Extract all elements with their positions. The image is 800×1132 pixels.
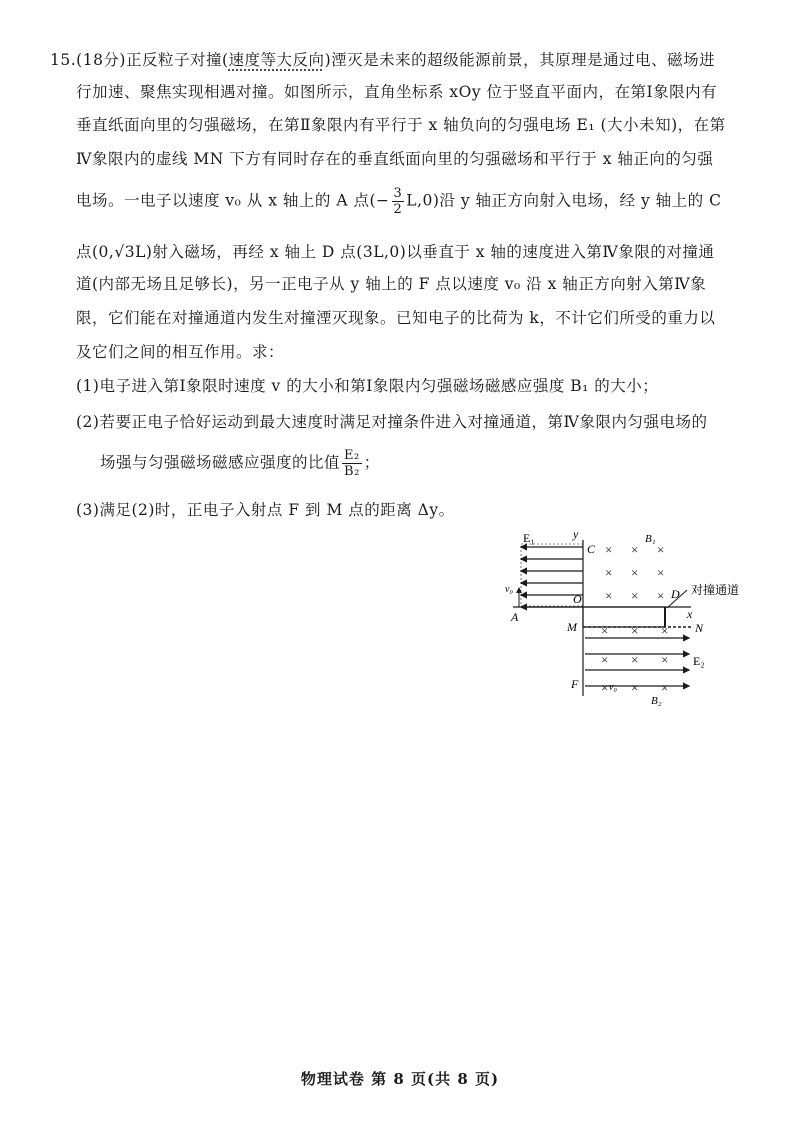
svg-text:×: × <box>631 565 639 580</box>
question-3: (3)满足(2)时，正电子入射点 F 到 M 点的距离 Δy。 <box>76 501 455 519</box>
svg-text:×: × <box>601 623 609 638</box>
problem-line-7: 道(内部无场且足够长)，另一正电子从 y 轴上的 F 点以速度 v₀ 沿 x 轴正方向射入第Ⅳ象 <box>76 275 707 293</box>
label-a: A <box>511 610 519 624</box>
b1-crosses <box>605 542 664 603</box>
problem-line-9: 及它们之间的相互作用。求： <box>76 343 285 361</box>
problem-score: (18分) <box>76 51 126 69</box>
svg-text:×: × <box>657 542 665 557</box>
svg-text:×: × <box>661 652 669 667</box>
label-f: F <box>571 677 579 691</box>
problem-line-8: 限，它们能在对撞通道内发生对撞湮灭现象。已知电子的比荷为 k，不计它们所受的重力以 <box>76 309 716 327</box>
physics-figure <box>505 528 765 708</box>
label-e2: E₂ <box>693 654 705 668</box>
label-v0-left: v₀ <box>505 584 513 595</box>
label-channel: 对撞通道 <box>691 583 740 597</box>
question-1: (1)电子进入第Ⅰ象限时速度 v 的大小和第Ⅰ象限内匀强磁场磁感应强度 B₁ 的大小； <box>76 377 659 395</box>
problem-line-4: Ⅳ象限内的虚线 MN 下方有同时存在的垂直纸面向里的匀强磁场和平行于 x 轴正向的匀强 <box>76 150 714 168</box>
svg-text:×: × <box>631 588 639 603</box>
label-b1: B₁ <box>645 533 656 545</box>
problem-line-6: 点(0,√3L)射入磁场，再经 x 轴上 D 点(3L,0)以垂直于 x 轴的速度进入第Ⅳ象限的对撞通 <box>76 243 715 261</box>
label-v0-bottom: v₀ <box>609 682 617 693</box>
label-e1: E₁ <box>523 531 535 545</box>
svg-text:×: × <box>605 542 613 557</box>
svg-text:×: × <box>601 680 609 695</box>
collision-channel <box>583 607 665 627</box>
fraction-e2-b2: $\frac{\text{E₂}}{\text{B₂}}$ <box>344 448 360 479</box>
label-d: D <box>671 587 680 601</box>
problem-line-2: 行加速、聚焦实现相遇对撞。如图所示，直角坐标系 xOy 位于竖直平面内，在第Ⅰ象限内有 <box>76 83 718 101</box>
svg-text:×: × <box>657 565 665 580</box>
problem-number: 15. <box>50 51 77 69</box>
label-y: y <box>573 528 579 541</box>
svg-text:×: × <box>631 652 639 667</box>
label-n: N <box>695 621 704 635</box>
label-m: M <box>567 620 577 634</box>
problem-line-3: 垂直纸面向里的匀强磁场，在第Ⅱ象限内有平行于 x 轴负向的匀强电场 E₁ (大小未知)，在第 <box>76 116 726 134</box>
svg-text:×: × <box>605 565 613 580</box>
page-footer: 物理试卷 第 8 页(共 8 页) <box>300 1070 500 1088</box>
label-c: C <box>587 542 596 556</box>
svg-text:×: × <box>657 588 665 603</box>
problem-line-1: 15.(18分)正反粒子对撞(速度等大反向)湮灭是未来的超级能源前景，其原理是通过电、磁场进 <box>50 51 716 69</box>
label-x: x <box>687 607 693 621</box>
svg-text:×: × <box>661 680 669 695</box>
question-2a: (2)若要正电子恰好运动到最大速度时满足对撞条件进入对撞通道，第Ⅳ象限内匀强电场的 <box>76 413 708 431</box>
problem-line-5: 电场。一电子以速度 v₀ 从 x 轴上的 A 点(− $\frac{3}{2}$ L,0)沿 y 轴正方向射入电场，经 y 轴上的 C <box>76 186 722 217</box>
label-o: O <box>573 592 582 606</box>
fraction-three-halves: $\frac{3}{2}$ <box>393 186 403 217</box>
svg-text:×: × <box>601 652 609 667</box>
svg-text:×: × <box>631 542 639 557</box>
svg-text:×: × <box>605 588 613 603</box>
question-2b: 场强与匀强磁场磁感应强度的比值 $\frac{\text{E₂}}{\text{B₂}}$ ； <box>100 448 380 479</box>
svg-text:×: × <box>631 680 639 695</box>
svg-text:×: × <box>661 623 669 638</box>
emphasized-phrase: 速度等大反向 <box>228 51 325 69</box>
label-b2: B₂ <box>651 695 662 707</box>
svg-text:×: × <box>631 623 639 638</box>
